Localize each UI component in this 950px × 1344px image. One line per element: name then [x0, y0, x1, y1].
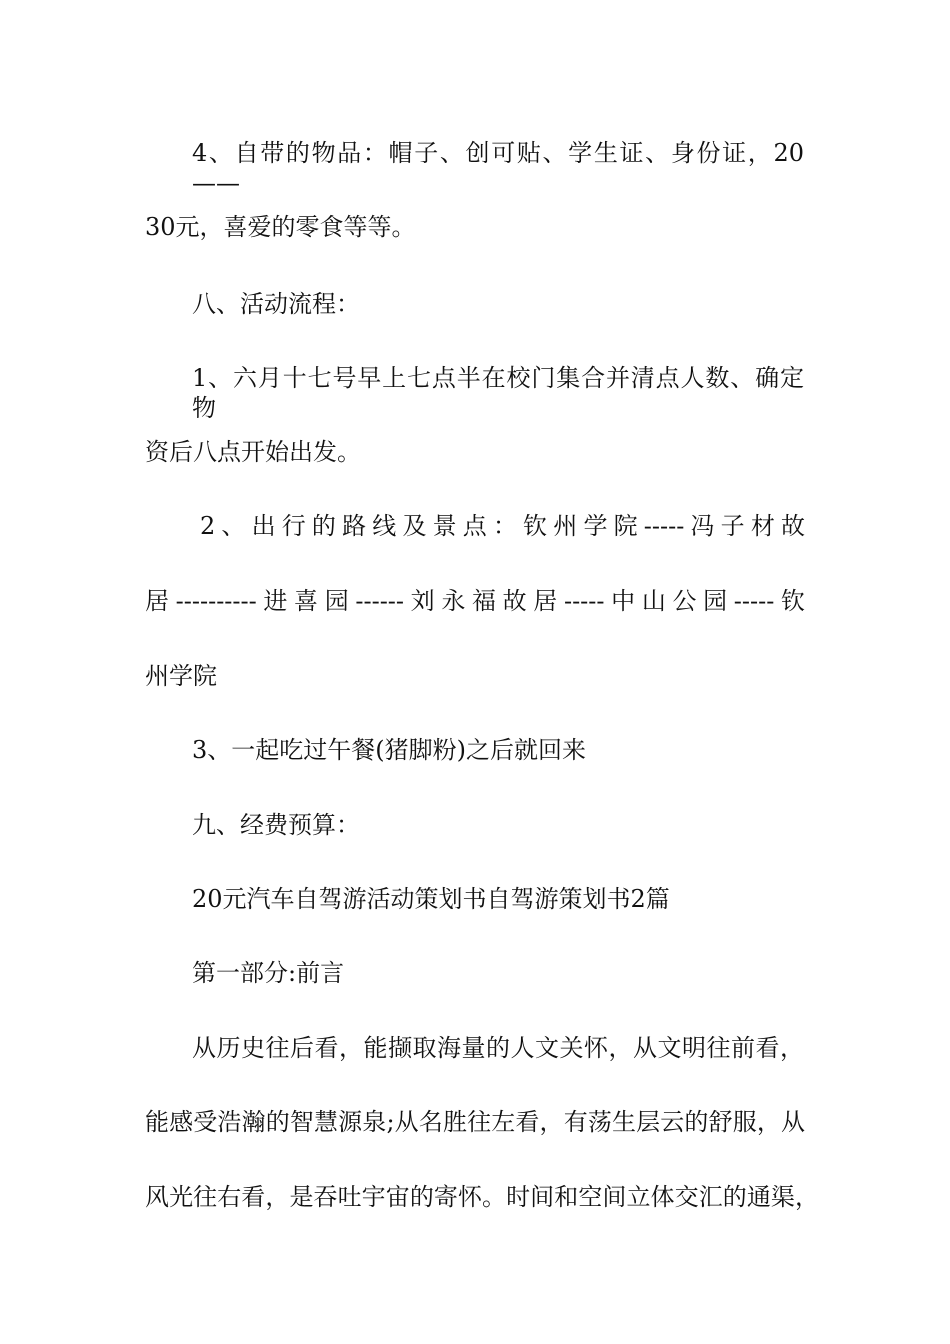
text-line: [145, 586, 805, 616]
text-line-content: 从历史往后看，能撷取海量的人文关怀，从文明往前看，: [192, 1034, 804, 1062]
text-line-content: 风光往右看，是吞吐宇宙的寄怀。时间和空间立体交汇的通渠，: [145, 1183, 819, 1211]
section-heading: 八、活动流程：: [192, 290, 360, 318]
text-line: [192, 138, 804, 198]
text-line: 3、一起吃过午餐(猪脚粉)之后就回来: [192, 736, 586, 764]
text-line: [192, 1033, 804, 1063]
text-line-content: 能感受浩瀚的智慧源泉;从名胜往左看，有荡生层云的舒服，从: [145, 1108, 805, 1136]
text-line-content: 2、出行的路线及景点：钦州学院-----冯子材故: [200, 512, 805, 540]
text-line-content: 居----------进喜园------刘永福故居-----中山公园-----钦: [145, 587, 805, 615]
text-line-content: 4、自带的物品：帽子、创可贴、学生证、身份证，20——: [192, 139, 804, 197]
text-line-content: 1、六月十七号早上七点半在校门集合并清点人数、确定物: [192, 364, 804, 422]
text-line: 资后八点开始出发。: [145, 438, 361, 466]
text-line: [145, 1182, 819, 1212]
section-heading: 第一部分:前言: [192, 959, 345, 987]
section-heading: 九、经费预算：: [192, 811, 360, 839]
text-line: 州学院: [145, 662, 217, 690]
text-line: 20元汽车自驾游活动策划书自驾游策划书2篇: [192, 885, 670, 913]
text-line: 30元，喜爱的零食等等。: [145, 213, 416, 241]
text-line: [200, 511, 805, 541]
text-line: [145, 1107, 805, 1137]
text-line: [192, 363, 804, 423]
